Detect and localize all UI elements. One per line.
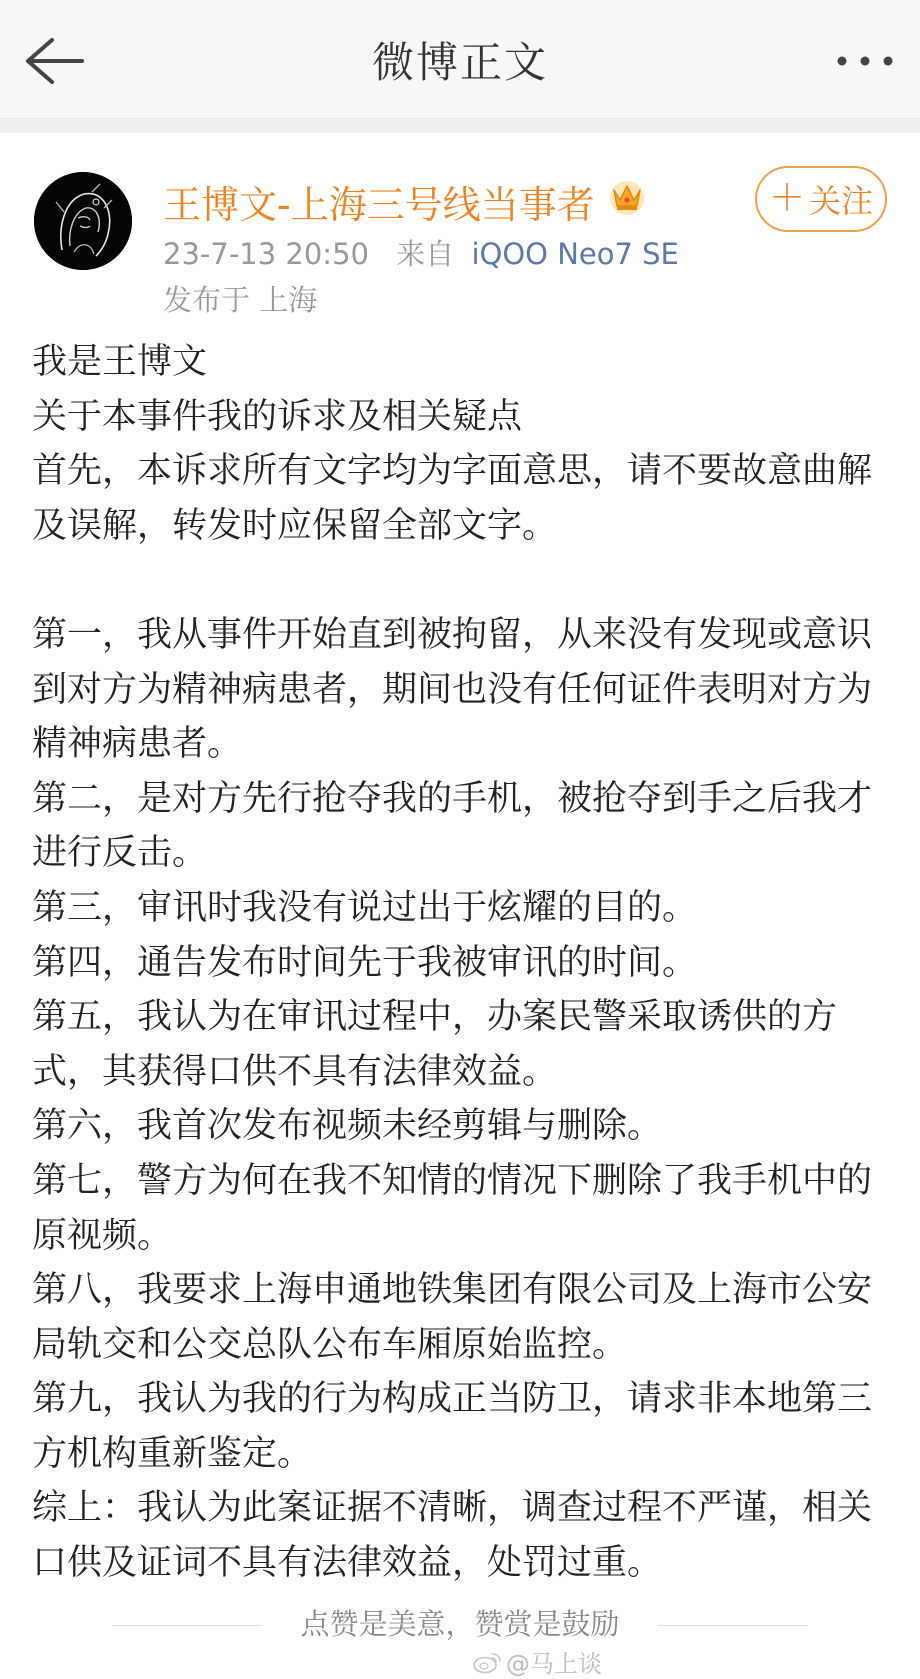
post-paragraph: 关于本事件我的诉求及相关疑点 [32, 396, 523, 437]
post-paragraph: 第三，审讯时我没有说过出于炫耀的目的。 [32, 887, 698, 928]
watermark [472, 1644, 602, 1679]
post-timestamp: 23-7-13 20:50 [163, 237, 369, 271]
post-paragraph: 第八，我要求上海申通地铁集团有限公司及上海市公安局轨交和公交总队公布车厢原始监控。 [32, 1270, 873, 1365]
post-paragraph: 第七，警方为何在我不知情的情况下删除了我手机中的原视频。 [32, 1160, 873, 1256]
device-link[interactable]: iQOO Neo7 SE [471, 237, 679, 271]
avatar[interactable] [34, 172, 132, 270]
post-paragraph: 我是王博文 [32, 342, 208, 382]
post-content [32, 335, 892, 1591]
post-meta [163, 232, 679, 273]
vip-crown-icon [606, 176, 648, 216]
source-prefix: 来自 [396, 237, 455, 271]
watermark-text: @马上谈 [506, 1650, 602, 1678]
post-paragraph: 第一，我从事件开始直到被拘留，从来没有发现或意识到对方为精神病患者，期间也没有任何证件表明对方为精神病患者。 [32, 614, 873, 765]
post-paragraph: 第六，我首次发布视频未经剪辑与删除。 [32, 1106, 663, 1147]
weibo-logo-icon [472, 1650, 502, 1674]
follow-button[interactable] [755, 166, 887, 232]
follow-label: 关注 [809, 182, 874, 220]
more-dots-icon[interactable] [836, 46, 894, 76]
avatar-illustration-icon [34, 172, 132, 270]
top-bar [0, 0, 920, 119]
section-divider [0, 119, 920, 133]
post-paragraph: 第四，通告发布时间先于我被审讯的时间。 [32, 942, 698, 983]
footer-divider-right [658, 1625, 808, 1626]
post-paragraph: 首先，本诉求所有文字均为字面意思，请不要故意曲解及误解，转发时应保留全部文字。 [32, 451, 873, 546]
plus-icon: ＋ [768, 178, 805, 219]
page-title: 微博正文 [371, 38, 548, 87]
author-name[interactable]: 王博文-上海三号线当事者 [163, 183, 595, 227]
blank-line [32, 553, 892, 608]
post-paragraph: 第五，我认为在审讯过程中，办案民警采取诱供的方式，其获得口供不具有法律效益。 [32, 997, 838, 1092]
post-location: 发布于 上海 [163, 283, 318, 317]
post-paragraph: 第九，我认为我的行为构成正当防卫，请求非本地第三方机构重新鉴定。 [32, 1379, 873, 1474]
post-paragraph: 第二，是对方先行抢夺我的手机，被抢夺到手之后我才进行反击。 [32, 778, 873, 874]
post-paragraph: 综上：我认为此案证据不清晰，调查过程不严谨，相关口供及证词不具有法律效益，处罚过重。 [32, 1488, 873, 1584]
reward-prompt: 点赞是美意，赞赏是鼓励 [300, 1607, 620, 1641]
